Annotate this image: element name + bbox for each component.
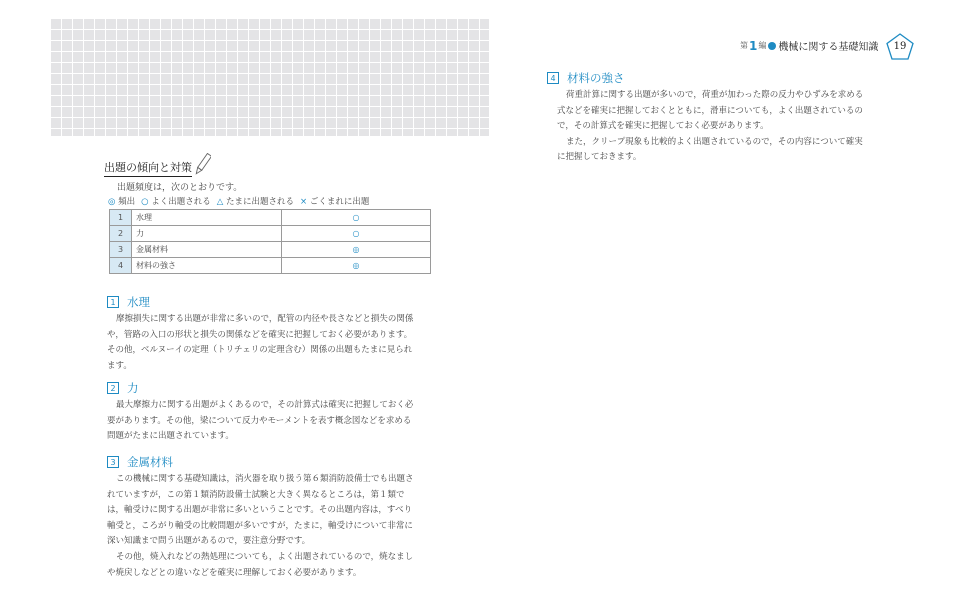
- body-line: また，クリープ現象も比較的よく出題されているので，その内容について確実: [566, 136, 863, 147]
- section-title: 力: [127, 381, 139, 395]
- section-header: [107, 454, 433, 470]
- legend-item: ○ よく出題される: [141, 197, 211, 207]
- section-number: 2: [107, 382, 119, 394]
- row-number: 4: [110, 258, 132, 274]
- body-line: で，その計算式を確実に把握しておく必要があります。: [557, 121, 769, 132]
- row-number: 1: [110, 210, 132, 226]
- running-header: [740, 38, 878, 53]
- row-topic: 水理: [132, 210, 282, 226]
- section-body: [547, 88, 877, 166]
- section-number: 3: [107, 456, 119, 468]
- section-header: [547, 70, 877, 86]
- row-topic: 材料の強さ: [132, 258, 282, 274]
- chapter-title: 機械に関する基礎知識: [778, 42, 879, 53]
- row-topic: 金属材料: [132, 242, 282, 258]
- body-line: その他，ベルヌーイの定理（トリチェリの定理含む）関係の出題もたまに見られ: [107, 345, 413, 356]
- frequency-legend: [108, 195, 369, 207]
- section-title: 金属材料: [127, 455, 173, 469]
- section-title: 材料の強さ: [567, 71, 625, 85]
- table-row: [110, 210, 431, 226]
- body-line: や，管路の入口の形状と損失の関係などを確実に把握しておく必要があります。: [107, 329, 413, 340]
- section-header: [107, 294, 433, 310]
- legend-item: △ たまに出題される: [216, 197, 295, 207]
- body-line: その他，焼入れなどの熱処理についても，よく出題されているので，焼なまし: [116, 551, 414, 562]
- legend-item: × ごくまれに出題: [300, 197, 370, 207]
- trend-heading: [104, 153, 211, 177]
- body-line: や焼戻しなどとの違いなどを確実に理解しておく必要があります。: [107, 567, 362, 578]
- section-material-strength: [547, 70, 877, 166]
- pencil-icon: [195, 153, 211, 177]
- row-number: 3: [110, 242, 132, 258]
- section-header: [107, 380, 433, 396]
- body-line: この機械に関する基礎知識は，消火器を取り扱う第６類消防設備士でも出題さ: [116, 474, 414, 484]
- body-line: 軸受と，ころがり軸受の比較問題が多いですが，たまに，軸受けについて非常に: [107, 520, 413, 531]
- body-line: 式などを確実に把握しておくとともに，滑車についても，よく出題されているの: [557, 105, 863, 116]
- row-frequency-mark: ○: [282, 226, 431, 242]
- section-number: 4: [547, 72, 559, 84]
- bullet-dot-icon: [768, 42, 776, 50]
- part-number: 1: [749, 38, 758, 53]
- row-frequency-mark: ○: [282, 210, 431, 226]
- section-body: [107, 472, 433, 581]
- section-body: [107, 398, 433, 445]
- body-line: 摩擦損失に関する出題が非常に多いので，配管の内径や長さなどと損失の関係: [116, 314, 414, 324]
- frequency-table: [109, 209, 431, 274]
- section-title: 水理: [127, 295, 150, 309]
- row-frequency-mark: ◎: [282, 242, 431, 258]
- legend-item: ◎ 頻出: [108, 197, 136, 207]
- body-line: 問題がたまに出題されています。: [107, 431, 234, 442]
- table-row: [110, 242, 431, 258]
- decorative-grid: [50, 18, 489, 136]
- section-force: [107, 380, 433, 445]
- part-prefix: 第: [740, 41, 748, 50]
- part-suffix: 編: [758, 41, 767, 50]
- body-line: 要があります。その他，梁について反力やモーメントを表す概念図などを求める: [107, 415, 412, 426]
- body-line: 荷重計算に関する出題が多いので，荷重が加わった際の反力やひずみを求める: [566, 90, 864, 100]
- row-topic: 力: [132, 226, 282, 242]
- page-number-badge: [886, 33, 914, 61]
- section-metal-materials: [107, 454, 433, 581]
- row-frequency-mark: ◎: [282, 258, 431, 274]
- table-row: [110, 258, 431, 274]
- page-number: 19: [893, 41, 907, 52]
- body-line: ます。: [107, 360, 132, 371]
- row-number: 2: [110, 226, 132, 242]
- section-number: 1: [107, 296, 119, 308]
- body-line: 最大摩擦力に関する出題がよくあるので，その計算式は確実に把握しておく必: [116, 400, 414, 410]
- section-body: [107, 312, 433, 374]
- frequency-intro: 出題頻度は，次のとおりです。: [117, 183, 243, 193]
- trend-heading-text: 出題の傾向と対策: [104, 159, 192, 177]
- body-line: 深い知識まで問う出題があるので，要注意分野です。: [107, 536, 311, 547]
- section-water: [107, 294, 433, 374]
- table-row: [110, 226, 431, 242]
- body-line: は，軸受けに関する出題が非常に多いということです。その出題内容は，すべり: [107, 505, 413, 516]
- body-line: に把握しておきます。: [557, 152, 642, 163]
- body-line: れていますが，この第１類消防設備士試験と大きく異なるところは，第１類で: [107, 489, 405, 500]
